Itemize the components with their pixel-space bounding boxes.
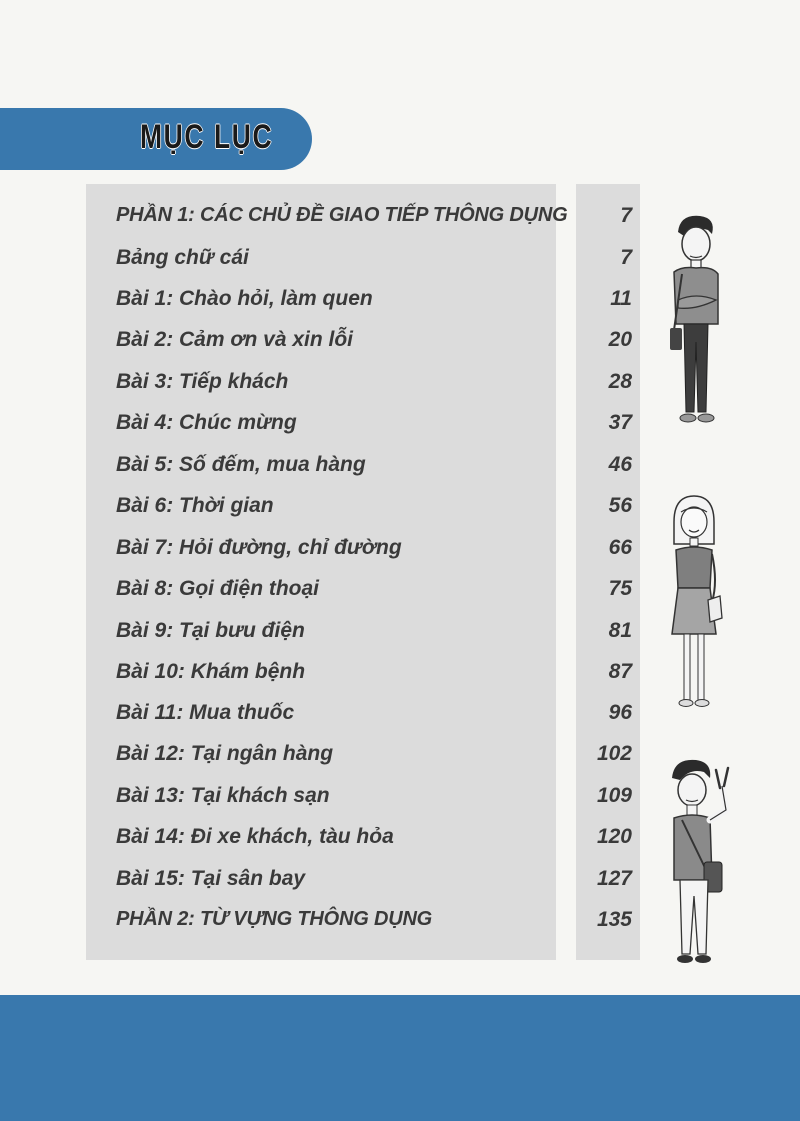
toc-entry-page: 7 xyxy=(620,246,632,269)
toc-entry-page: 56 xyxy=(608,494,632,517)
toc-entry-page: 7 xyxy=(620,204,632,227)
toc-entry-page: 66 xyxy=(608,536,632,559)
toc-entry-label: Bảng chữ cái xyxy=(116,246,249,269)
toc-entry-page: 81 xyxy=(608,619,632,642)
toc-entry-page: 20 xyxy=(608,328,632,351)
toc-entry-label: Bài 4: Chúc mừng xyxy=(116,411,297,434)
toc-entry-label: Bài 2: Cảm ơn và xin lỗi xyxy=(116,328,353,351)
toc-entry-label: Bài 11: Mua thuốc xyxy=(116,701,295,724)
toc-entry-label: PHẦN 1: CÁC CHỦ ĐỀ GIAO TIẾP THÔNG DỤNG xyxy=(116,204,568,226)
toc-entry-label: Bài 7: Hỏi đường, chỉ đường xyxy=(116,536,402,559)
toc-entry-label: Bài 5: Số đếm, mua hàng xyxy=(116,453,366,476)
toc-entry-label: Bài 10: Khám bệnh xyxy=(116,660,306,683)
toc-entry-label: PHẦN 2: TỪ VỰNG THÔNG DỤNG xyxy=(116,908,433,930)
toc-entry-page: 135 xyxy=(596,908,632,931)
toc-entry-label: Bài 15: Tại sân bay xyxy=(116,867,306,890)
toc-entry-page: 120 xyxy=(596,825,632,848)
toc-entry-page: 127 xyxy=(596,867,632,890)
toc-entry-page: 102 xyxy=(596,742,632,765)
toc-entry-page: 11 xyxy=(610,287,632,310)
girl-illustration xyxy=(664,492,726,710)
toc-entry-label: Bài 8: Gọi điện thoại xyxy=(116,577,320,600)
toc-entry-label: Bài 12: Tại ngân hàng xyxy=(116,742,334,765)
toc-entry-page: 75 xyxy=(608,577,632,600)
toc-row[interactable] xyxy=(0,447,800,487)
toc-entry-page: 87 xyxy=(608,660,632,683)
toc-entry-label: Bài 13: Tại khách sạn xyxy=(116,784,330,807)
toc-entry-label: Bài 3: Tiếp khách xyxy=(116,370,289,393)
toc-entry-label: Bài 6: Thời gian xyxy=(116,494,274,517)
boy-arms-crossed-illustration xyxy=(662,212,732,430)
toc-entry-page: 28 xyxy=(608,370,632,393)
toc-entry-page: 109 xyxy=(596,784,632,807)
boy-v-sign-illustration xyxy=(664,756,744,968)
toc-entry-label: Bài 9: Tại bưu điện xyxy=(116,619,305,642)
bottom-color-band xyxy=(0,995,800,1121)
page-title: MỤC LỤC xyxy=(140,118,274,156)
toc-entry-label: Bài 14: Đi xe khách, tàu hỏa xyxy=(116,825,394,848)
toc-entry-label: Bài 1: Chào hỏi, làm quen xyxy=(116,287,373,310)
toc-entry-page: 37 xyxy=(608,411,632,434)
toc-entry-page: 46 xyxy=(608,453,632,476)
toc-entry-page: 96 xyxy=(608,701,632,724)
